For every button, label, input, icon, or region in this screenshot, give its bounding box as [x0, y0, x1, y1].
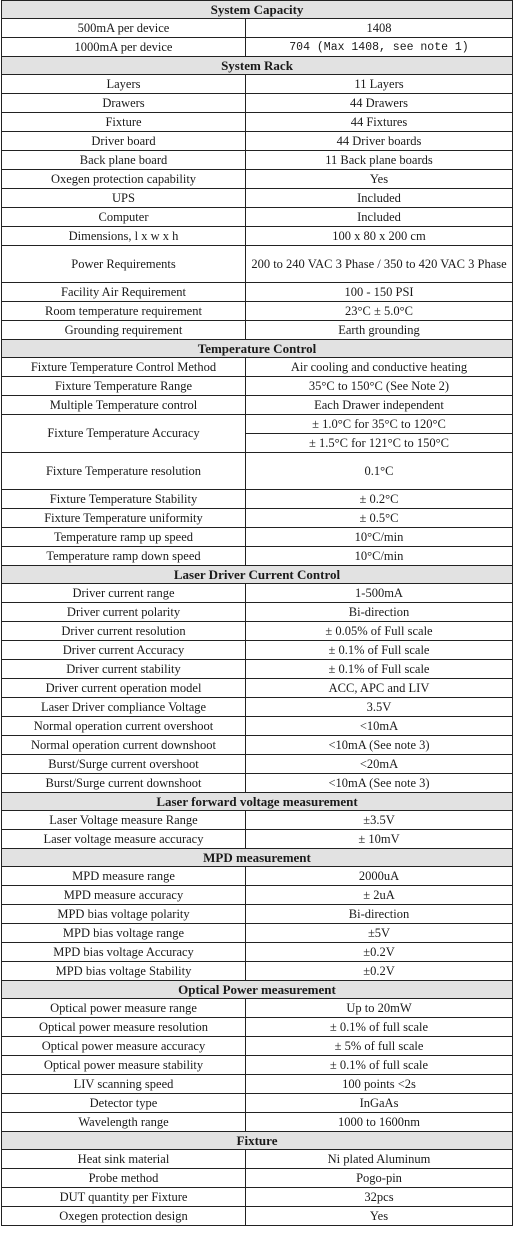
- spec-value: ± 0.5°C: [246, 509, 513, 528]
- section-header-fixture: [2, 1132, 513, 1150]
- spec-label: MPD measure accuracy: [2, 886, 246, 905]
- spec-label: Oxegen protection capability: [2, 170, 246, 189]
- spec-label: Laser Voltage measure Range: [2, 811, 246, 830]
- table-row: [2, 1188, 513, 1207]
- table-row: [2, 774, 513, 793]
- spec-label: Fixture Temperature Control Method: [2, 358, 246, 377]
- spec-value: ±5V: [246, 924, 513, 943]
- spec-table-body: [2, 1, 513, 1226]
- spec-label: Layers: [2, 75, 246, 94]
- spec-label: Temperature ramp up speed: [2, 528, 246, 547]
- spec-value: 0.1°C: [246, 453, 513, 490]
- section-header-optical-power-measurement: [2, 981, 513, 999]
- spec-value: <10mA: [246, 717, 513, 736]
- table-row: [2, 189, 513, 208]
- spec-label: 1000mA per device: [2, 38, 246, 57]
- spec-value: ± 0.1% of full scale: [246, 1018, 513, 1037]
- table-row: [2, 698, 513, 717]
- spec-label: Fixture: [2, 113, 246, 132]
- table-row: [2, 19, 513, 38]
- spec-label: Burst/Surge current downshoot: [2, 774, 246, 793]
- table-row: [2, 943, 513, 962]
- spec-label: Multiple Temperature control: [2, 396, 246, 415]
- table-row: [2, 962, 513, 981]
- spec-label: Driver current Accuracy: [2, 641, 246, 660]
- spec-value: ± 10mV: [246, 830, 513, 849]
- spec-label: Laser voltage measure accuracy: [2, 830, 246, 849]
- spec-value: Each Drawer independent: [246, 396, 513, 415]
- spec-label: Fixture Temperature Accuracy: [2, 415, 246, 453]
- spec-value: 23°C ± 5.0°C: [246, 302, 513, 321]
- spec-label: 500mA per device: [2, 19, 246, 38]
- table-row: [2, 905, 513, 924]
- table-row: [2, 1037, 513, 1056]
- table-row: [2, 1169, 513, 1188]
- table-row: [2, 490, 513, 509]
- spec-label: Driver current operation model: [2, 679, 246, 698]
- table-row: [2, 622, 513, 641]
- spec-label: LIV scanning speed: [2, 1075, 246, 1094]
- spec-label: Burst/Surge current overshoot: [2, 755, 246, 774]
- section-title: System Rack: [2, 57, 513, 75]
- spec-value: 100 x 80 x 200 cm: [246, 227, 513, 246]
- spec-value: 1000 to 1600nm: [246, 1113, 513, 1132]
- spec-value: Included: [246, 189, 513, 208]
- spec-label: Room temperature requirement: [2, 302, 246, 321]
- spec-value: 35°C to 150°C (See Note 2): [246, 377, 513, 396]
- spec-label: Driver current range: [2, 584, 246, 603]
- spec-value: 3.5V: [246, 698, 513, 717]
- table-row: [2, 1113, 513, 1132]
- table-row: [2, 377, 513, 396]
- section-header-system-rack: [2, 57, 513, 75]
- spec-label: Back plane board: [2, 151, 246, 170]
- section-header-laser-forward-voltage-measurement: [2, 793, 513, 811]
- spec-value: 1408: [246, 19, 513, 38]
- spec-value: ±3.5V: [246, 811, 513, 830]
- table-row: [2, 867, 513, 886]
- table-row: [2, 1018, 513, 1037]
- spec-value: 100 - 150 PSI: [246, 283, 513, 302]
- spec-value: 10°C/min: [246, 528, 513, 547]
- table-row: [2, 1056, 513, 1075]
- table-row: [2, 246, 513, 283]
- spec-value: 2000uA: [246, 867, 513, 886]
- spec-label: MPD bias voltage range: [2, 924, 246, 943]
- spec-label: Optical power measure resolution: [2, 1018, 246, 1037]
- table-row: [2, 302, 513, 321]
- table-row: [2, 38, 513, 57]
- spec-value: <10mA (See note 3): [246, 774, 513, 793]
- spec-value: ±0.2V: [246, 962, 513, 981]
- spec-value: <10mA (See note 3): [246, 736, 513, 755]
- table-row: [2, 660, 513, 679]
- spec-value: <20mA: [246, 755, 513, 774]
- spec-label: Fixture Temperature uniformity: [2, 509, 246, 528]
- spec-value: 32pcs: [246, 1188, 513, 1207]
- spec-label: Fixture Temperature Range: [2, 377, 246, 396]
- table-row: [2, 358, 513, 377]
- spec-label: MPD bias voltage Stability: [2, 962, 246, 981]
- spec-value: Yes: [246, 170, 513, 189]
- section-title: Laser forward voltage measurement: [2, 793, 513, 811]
- spec-label: Normal operation current overshoot: [2, 717, 246, 736]
- table-row: [2, 132, 513, 151]
- spec-value: ± 0.2°C: [246, 490, 513, 509]
- spec-label: Computer: [2, 208, 246, 227]
- table-row: [2, 830, 513, 849]
- table-row: [2, 584, 513, 603]
- spec-value: 10°C/min: [246, 547, 513, 566]
- table-row: [2, 283, 513, 302]
- spec-value: Ni plated Aluminum: [246, 1150, 513, 1169]
- table-row: [2, 151, 513, 170]
- spec-label: Optical power measure range: [2, 999, 246, 1018]
- spec-value: ± 0.1% of Full scale: [246, 660, 513, 679]
- spec-value: ± 0.1% of Full scale: [246, 641, 513, 660]
- table-row: [2, 603, 513, 622]
- table-row: [2, 924, 513, 943]
- spec-label: Drawers: [2, 94, 246, 113]
- spec-value: InGaAs: [246, 1094, 513, 1113]
- spec-table: [1, 0, 513, 1226]
- table-row: [2, 1094, 513, 1113]
- section-title: System Capacity: [2, 1, 513, 19]
- spec-value: ±0.2V: [246, 943, 513, 962]
- spec-label: MPD bias voltage Accuracy: [2, 943, 246, 962]
- spec-value: 44 Driver boards: [246, 132, 513, 151]
- section-header-laser-driver-current-control: [2, 566, 513, 584]
- spec-value: ± 0.1% of full scale: [246, 1056, 513, 1075]
- spec-label: Optical power measure stability: [2, 1056, 246, 1075]
- spec-value: 1-500mA: [246, 584, 513, 603]
- spec-label: Laser Driver compliance Voltage: [2, 698, 246, 717]
- spec-label: Dimensions, l x w x h: [2, 227, 246, 246]
- table-row: [2, 170, 513, 189]
- table-row: [2, 736, 513, 755]
- section-header-system-capacity: [2, 1, 513, 19]
- spec-label: Grounding requirement: [2, 321, 246, 340]
- section-title: Fixture: [2, 1132, 513, 1150]
- spec-value: ± 2uA: [246, 886, 513, 905]
- table-row: [2, 415, 513, 434]
- spec-label: Power Requirements: [2, 246, 246, 283]
- section-title: Temperature Control: [2, 340, 513, 358]
- spec-value: Pogo-pin: [246, 1169, 513, 1188]
- section-title: Optical Power measurement: [2, 981, 513, 999]
- spec-label: Facility Air Requirement: [2, 283, 246, 302]
- spec-value: 11 Back plane boards: [246, 151, 513, 170]
- spec-label: Oxegen protection design: [2, 1207, 246, 1226]
- table-row: [2, 717, 513, 736]
- table-row: [2, 75, 513, 94]
- table-row: [2, 811, 513, 830]
- spec-label: Driver current stability: [2, 660, 246, 679]
- spec-value: ± 1.5°C for 121°C to 150°C: [246, 434, 513, 453]
- table-row: [2, 509, 513, 528]
- spec-label: Optical power measure accuracy: [2, 1037, 246, 1056]
- spec-value: Yes: [246, 1207, 513, 1226]
- spec-value: 704 (Max 1408, see note 1): [246, 38, 513, 57]
- spec-label: UPS: [2, 189, 246, 208]
- section-header-temperature-control: [2, 340, 513, 358]
- spec-label: Driver current resolution: [2, 622, 246, 641]
- spec-value: 100 points <2s: [246, 1075, 513, 1094]
- spec-value: 200 to 240 VAC 3 Phase / 350 to 420 VAC 3 Phase: [246, 246, 513, 283]
- table-row: [2, 227, 513, 246]
- spec-label: Detector type: [2, 1094, 246, 1113]
- spec-label: Temperature ramp down speed: [2, 547, 246, 566]
- spec-value: Earth grounding: [246, 321, 513, 340]
- spec-value: Air cooling and conductive heating: [246, 358, 513, 377]
- spec-label: Heat sink material: [2, 1150, 246, 1169]
- spec-value: Bi-direction: [246, 905, 513, 924]
- table-row: [2, 755, 513, 774]
- spec-label: Wavelength range: [2, 1113, 246, 1132]
- spec-label: Driver current polarity: [2, 603, 246, 622]
- spec-value: ± 5% of full scale: [246, 1037, 513, 1056]
- table-row: [2, 999, 513, 1018]
- spec-label: Probe method: [2, 1169, 246, 1188]
- table-row: [2, 1075, 513, 1094]
- spec-value: Included: [246, 208, 513, 227]
- table-row: [2, 886, 513, 905]
- spec-value: Up to 20mW: [246, 999, 513, 1018]
- section-title: Laser Driver Current Control: [2, 566, 513, 584]
- table-row: [2, 321, 513, 340]
- table-row: [2, 528, 513, 547]
- spec-value: 44 Fixtures: [246, 113, 513, 132]
- section-title: MPD measurement: [2, 849, 513, 867]
- spec-value: Bi-direction: [246, 603, 513, 622]
- table-row: [2, 1150, 513, 1169]
- spec-label: Fixture Temperature resolution: [2, 453, 246, 490]
- spec-value: ± 0.05% of Full scale: [246, 622, 513, 641]
- table-row: [2, 547, 513, 566]
- spec-label: MPD bias voltage polarity: [2, 905, 246, 924]
- spec-value: 11 Layers: [246, 75, 513, 94]
- table-row: [2, 113, 513, 132]
- table-row: [2, 208, 513, 227]
- table-row: [2, 641, 513, 660]
- table-row: [2, 1207, 513, 1226]
- table-row: [2, 94, 513, 113]
- section-header-mpd-measurement: [2, 849, 513, 867]
- table-row: [2, 396, 513, 415]
- table-row: [2, 679, 513, 698]
- spec-label: Normal operation current downshoot: [2, 736, 246, 755]
- spec-label: MPD measure range: [2, 867, 246, 886]
- spec-label: DUT quantity per Fixture: [2, 1188, 246, 1207]
- spec-value: ACC, APC and LIV: [246, 679, 513, 698]
- spec-label: Driver board: [2, 132, 246, 151]
- table-row: [2, 453, 513, 490]
- spec-value: ± 1.0°C for 35°C to 120°C: [246, 415, 513, 434]
- spec-label: Fixture Temperature Stability: [2, 490, 246, 509]
- spec-value: 44 Drawers: [246, 94, 513, 113]
